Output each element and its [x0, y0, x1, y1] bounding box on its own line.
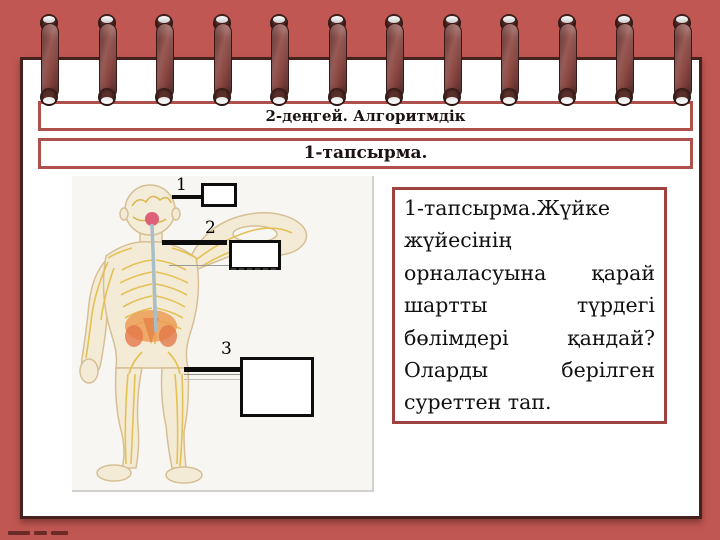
ring-eyelet-icon — [615, 88, 633, 106]
ring-eyelet-icon — [98, 88, 116, 106]
pointer-line-1 — [172, 195, 203, 199]
question-text: 1-тапсырма.Жүйке — [404, 196, 611, 220]
binder-ring — [672, 14, 692, 106]
ring-eyelet-icon — [673, 88, 691, 106]
binder-ring — [557, 14, 577, 106]
figure-label-2: 2 — [205, 218, 216, 238]
ring-eyelet-icon — [328, 88, 346, 106]
answer-box-1[interactable] — [201, 183, 237, 207]
binder-ring — [384, 14, 404, 106]
ring-eyelet-icon — [213, 88, 231, 106]
binder-ring — [614, 14, 634, 106]
figure-label-1: 1 — [176, 175, 187, 195]
ring-eyelet-icon — [500, 88, 518, 106]
question-text: шартты — [404, 293, 488, 318]
binder-ring — [97, 14, 117, 106]
question-text: жүйесінің — [404, 228, 512, 253]
question-line: шартты түрдегі — [404, 289, 655, 321]
question-line — [404, 386, 655, 418]
figure-body — [80, 185, 307, 483]
question-line — [404, 192, 655, 224]
covered-caption-remnant — [231, 268, 277, 270]
task-title-box — [38, 138, 693, 169]
leader-line-3 — [184, 374, 241, 380]
question-line: орналасуына қарай — [404, 257, 655, 289]
answer-box-3[interactable] — [240, 357, 314, 417]
binder-ring — [39, 14, 59, 106]
pointer-line-2 — [162, 240, 227, 245]
binder-ring — [154, 14, 174, 106]
question-text: орналасуына — [404, 260, 547, 285]
answer-box-2[interactable] — [229, 240, 281, 270]
ring-eyelet-icon — [558, 88, 576, 106]
question-line: бөлімдері қандай? — [404, 322, 655, 354]
task-title-text: 1-тапсырма. — [303, 143, 428, 163]
watermark-blob — [51, 531, 68, 535]
figure-pelvis — [125, 310, 177, 347]
question-line: Оларды берілген — [404, 354, 655, 386]
binder-ring — [442, 14, 462, 106]
question-box — [392, 187, 667, 424]
question-text: бөлімдері — [404, 325, 509, 350]
watermark-blob — [8, 531, 30, 535]
ring-eyelet-icon — [270, 88, 288, 106]
figure-label-3: 3 — [221, 339, 232, 359]
question-text: суреттен тап. — [404, 390, 552, 415]
ring-eyelet-icon — [443, 88, 461, 106]
leader-line-2 — [169, 265, 230, 266]
nervous-system-figure — [72, 176, 374, 492]
binder-ring — [499, 14, 519, 106]
ring-eyelet-icon — [40, 88, 58, 106]
question-text: Оларды — [404, 358, 489, 383]
watermark — [8, 531, 68, 535]
ring-eyelet-icon — [155, 88, 173, 106]
binder-ring — [212, 14, 232, 106]
figure-brain — [145, 212, 159, 226]
binder-rings — [0, 0, 720, 120]
ring-eyelet-icon — [385, 88, 403, 106]
level-title-text: 2-деңгей. Алгоритмдік — [265, 107, 466, 125]
watermark-blob — [34, 531, 47, 535]
question-line — [404, 224, 655, 256]
binder-ring — [327, 14, 347, 106]
figure-drawing — [72, 176, 372, 490]
binder-ring — [269, 14, 289, 106]
pointer-line-3 — [184, 367, 241, 372]
